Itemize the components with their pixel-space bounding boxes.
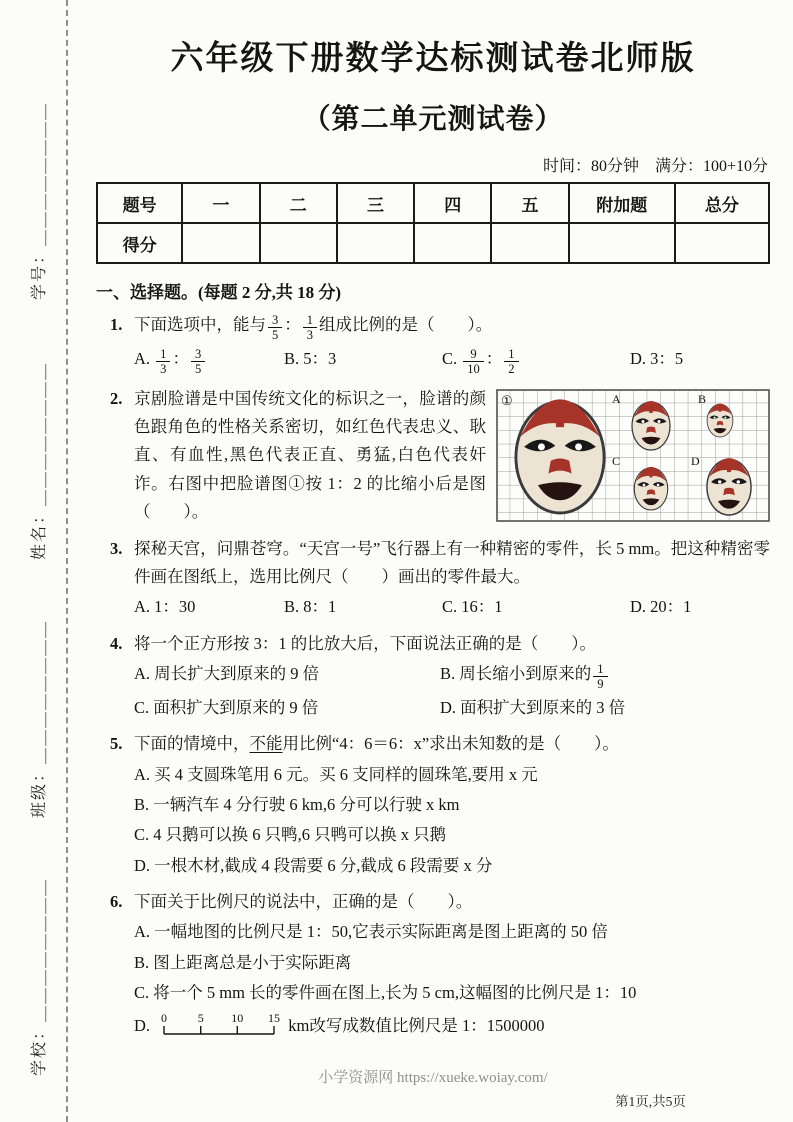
- fraction-1-3: $\frac{1}{3}$: [303, 313, 317, 343]
- question-3-option-d: D. 20：1: [630, 597, 692, 617]
- question-1-option-b: B. 5：3: [284, 348, 337, 368]
- binding-dashed-line: [66, 0, 68, 1122]
- fraction-1-3: $\frac{1}{3}$: [156, 347, 170, 377]
- question-3-options: [134, 593, 770, 621]
- exam-meta: 时间：80分钟 满分：100+10分: [542, 158, 768, 175]
- question-1-option-a: A. $\frac{1}{3}$ ： $\frac{3}{5}$: [134, 345, 284, 377]
- question-6-option-a: A. 一幅地图的比例尺是 1：50,它表示实际距离是图上距离的 50 倍: [134, 922, 608, 942]
- question-4-options-row-2: [134, 694, 770, 722]
- scale-ruler: [158, 1010, 280, 1040]
- question-6: [96, 888, 770, 1040]
- score-row-label: 得分: [97, 223, 182, 263]
- question-3-option-a: A. 1：30: [134, 597, 196, 617]
- mask-label-a: A: [612, 391, 621, 406]
- question-5-stem-pre: 下面的情境中，: [134, 734, 250, 754]
- score-table-header-row: [97, 183, 769, 223]
- name-label: 姓名：＿＿＿＿＿＿＿＿: [31, 361, 48, 560]
- question-5-option-c: C. 4 只鹅可以换 6 只鸭,6 只鸭可以换 x 只鹅: [134, 825, 447, 845]
- page-title: 六年级下册数学达标测试卷北师版: [170, 41, 696, 77]
- question-3-number: 3.: [110, 538, 123, 558]
- question-3-option-c: C. 16：1: [442, 597, 503, 617]
- score-header-cell: 一: [182, 183, 259, 223]
- mask-label-b: B: [698, 391, 707, 406]
- score-table: [96, 182, 770, 264]
- question-4-number: 4.: [110, 633, 123, 653]
- question-4-option-c: C. 面积扩大到原来的 9 倍: [134, 697, 319, 717]
- opera-mask-option-b: [707, 403, 733, 436]
- question-1-option-d: D. 3：5: [630, 348, 684, 368]
- question-5-number: 5.: [110, 734, 123, 754]
- score-header-cell: 附加题: [569, 183, 675, 223]
- question-2-number: 2.: [110, 388, 123, 408]
- question-4-option-d: D. 面积扩大到原来的 3 倍: [440, 697, 626, 717]
- question-6-option-b: B. 图上距离总是小于实际距离: [134, 952, 352, 972]
- mask-label-c: C: [612, 453, 621, 468]
- question-6-stem: 下面关于比例尺的说法中，正确的是（ ）。: [134, 892, 473, 912]
- ratio-colon: ：: [284, 315, 301, 334]
- mask-label-circle-1: ①: [501, 392, 513, 408]
- footer-site-link[interactable]: 小学资源网 https://xueke.woiay.com/: [318, 1070, 548, 1086]
- question-5-option-b: B. 一辆汽车 4 分行驶 6 km,6 分可以行驶 x km: [134, 794, 460, 814]
- fraction-9-10: $\frac{9}{10}$: [463, 347, 484, 377]
- question-5-stem-emphasis: 不能: [249, 734, 283, 754]
- question-3: [96, 535, 770, 622]
- question-4-stem: 将一个正方形按 3：1 的比放大后，下面说法正确的是（ ）。: [134, 633, 596, 653]
- score-header-cell: 二: [260, 183, 337, 223]
- question-1-option-c: C. $\frac{9}{10}$ ： $\frac{1}{2}$: [442, 345, 630, 377]
- question-5-option-d: D. 一根木材,截成 4 段需要 6 分,截成 6 段需要 x 分: [134, 855, 493, 875]
- score-header-cell: 三: [337, 183, 414, 223]
- fraction-1-2: $\frac{1}{2}$: [504, 347, 518, 377]
- question-2: [96, 385, 770, 527]
- question-1-stem-pre: 下面选项中，能与: [134, 315, 266, 334]
- class-label: 班级：＿＿＿＿＿＿＿＿: [31, 619, 48, 818]
- school-label: 学校：＿＿＿＿＿＿＿＿: [31, 877, 48, 1076]
- question-6-option-d-label: D.: [134, 1015, 151, 1035]
- student-id-label: 学号：＿＿＿＿＿＿＿＿: [31, 101, 48, 300]
- question-6-number: 6.: [110, 892, 123, 912]
- question-3-option-b: B. 8：1: [284, 597, 337, 617]
- ruler-tick-10: 10: [231, 1010, 244, 1025]
- page-subtitle: （第二单元测试卷）: [302, 104, 564, 135]
- question-4-option-b: B. 周长缩小到原来的 $\frac{1}{9}$: [440, 660, 610, 692]
- question-1: [96, 311, 770, 377]
- score-blank-cell[interactable]: [675, 223, 769, 263]
- question-5-stem-post: 用比例“4：6＝6：x”求出未知数的是（ ）。: [282, 734, 619, 754]
- section-1-heading: 一、选择题。(每题 2 分,共 18 分): [96, 283, 342, 302]
- question-5: [96, 730, 770, 880]
- score-blank-cell[interactable]: [414, 223, 491, 263]
- mask-label-d: D: [691, 453, 700, 468]
- question-1-stem-post: 组成比例的是（ ）。: [319, 315, 493, 334]
- ruler-tick-5: 5: [197, 1010, 204, 1025]
- footer-page-number: 第1页,共5页: [615, 1094, 686, 1109]
- question-5-option-a: A. 买 4 支圆珠笔用 6 元。买 6 支同样的圆珠笔,要用 x 元: [134, 764, 538, 784]
- score-blank-cell[interactable]: [569, 223, 675, 263]
- fraction-3-5: $\frac{3}{5}$: [268, 313, 282, 343]
- question-6-option-d: [134, 1010, 770, 1040]
- ruler-tick-0: 0: [161, 1010, 168, 1025]
- opera-mask-original: [516, 399, 604, 513]
- question-1-options: [134, 345, 770, 377]
- question-4: [96, 630, 770, 723]
- fraction-3-5: $\frac{3}{5}$: [191, 347, 205, 377]
- question-3-stem: 探秘天宫，问鼎苍穹。“天宫一号”飞行器上有一种精密的零件，长 5 mm。把这种精密零件画在图纸上，选用比例尺（ ）画出的零件最大。: [134, 538, 770, 586]
- score-blank-cell[interactable]: [260, 223, 337, 263]
- ruler-tick-15: 15: [268, 1010, 281, 1025]
- score-header-cell: 总分: [675, 183, 769, 223]
- opera-mask-option-d: [707, 458, 751, 515]
- score-header-cell: 题号: [97, 183, 182, 223]
- question-4-option-a: A. 周长扩大到原来的 9 倍: [134, 664, 320, 683]
- paper-content: [96, 24, 770, 1040]
- score-blank-cell[interactable]: [182, 223, 259, 263]
- question-6-option-d-text: km改写成数值比例尺是 1：1500000: [288, 1015, 545, 1035]
- score-header-cell: 四: [414, 183, 491, 223]
- score-blank-cell[interactable]: [491, 223, 568, 263]
- question-2-stem: 京剧脸谱是中国传统文化的标识之一，脸谱的颜色跟角色的性格关系密切，如红色代表忠义、耿直、有血性,黑色代表正直、勇猛,白色代表奸诈。右图中把脸谱图①按 1：2 的比缩小后是图（ ）。: [134, 388, 486, 522]
- opera-mask-option-c: [634, 467, 667, 510]
- score-header-cell: 五: [491, 183, 568, 223]
- fraction-1-9: $\frac{1}{9}$: [593, 662, 607, 692]
- score-table-score-row: [97, 223, 769, 263]
- question-4-options-row-1: [134, 660, 770, 692]
- question-1-number: 1.: [110, 315, 123, 334]
- opera-mask-figure: [496, 389, 770, 522]
- question-6-option-c: C. 将一个 5 mm 长的零件画在图上,长为 5 cm,这幅图的比例尺是 1：10: [134, 983, 637, 1003]
- score-blank-cell[interactable]: [337, 223, 414, 263]
- opera-mask-option-a: [632, 401, 670, 450]
